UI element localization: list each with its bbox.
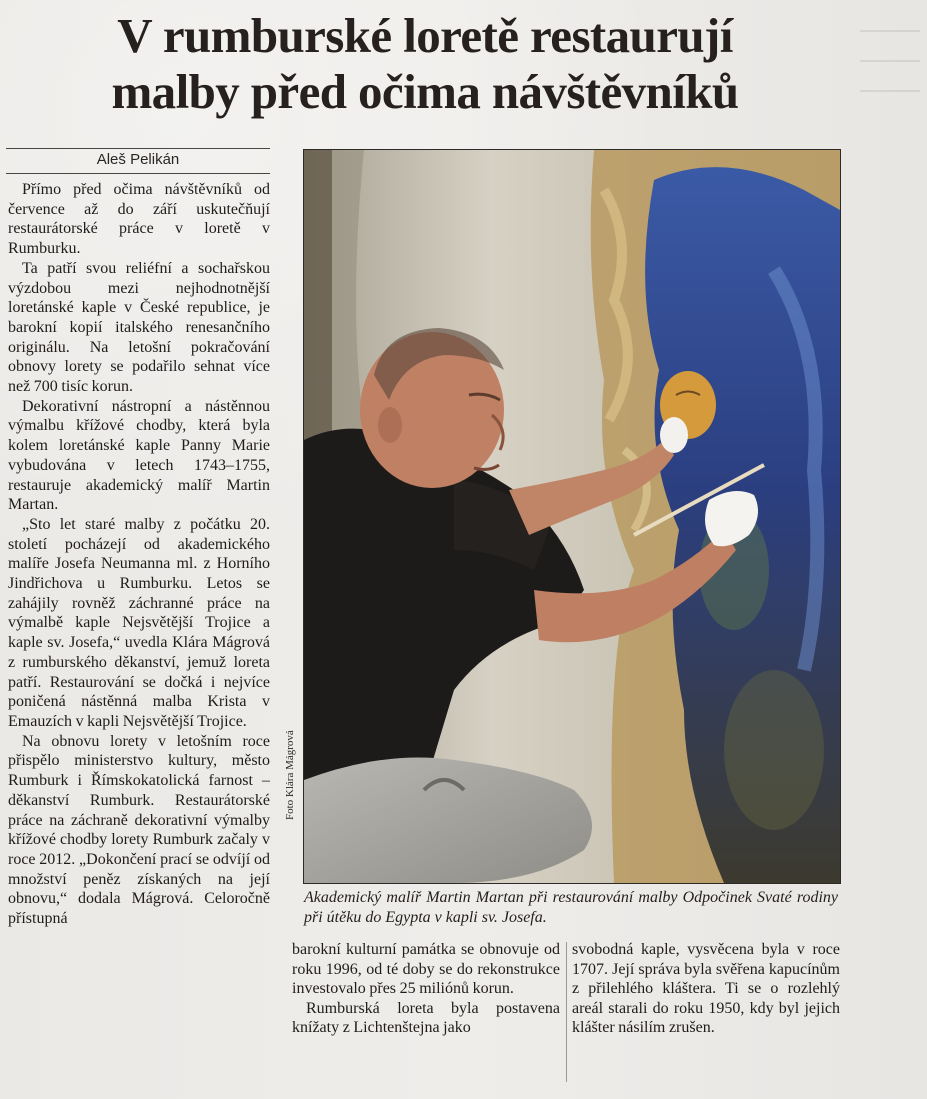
column-paragraph: barokní kulturní památka se obnovuje od roku 1996, od té doby se do rekonstrukce investovalo přes 25 miliónů korun. bbox=[292, 941, 560, 998]
lead-column bbox=[8, 180, 270, 1070]
lead-paragraph: Přímo před očima návštěvníků od července až do září uskutečňují restaurátorské práce v loretě v Rumburku. bbox=[8, 181, 270, 258]
headline-line-1: V rumburské loretě restaurují bbox=[117, 8, 733, 63]
column-divider bbox=[566, 942, 567, 1082]
lead-paragraph: Ta patří svou reliéfní a sochařskou výzdobou mezi nejhodnotnější loretánské kaple v České republice, je barokní kopií italského renesančního originálu. Na letošní pokračování obnovy lorety se podařilo sehnat více než 700 tisíc korun. bbox=[8, 259, 270, 396]
bleed-through-rule bbox=[860, 60, 920, 62]
restorer-photo-illustration bbox=[304, 150, 840, 883]
bleed-through-rule bbox=[860, 90, 920, 92]
photo-credit: Foto Klára Mágrová bbox=[284, 730, 296, 820]
byline: Aleš Pelikán bbox=[96, 151, 180, 168]
continuation-column-b bbox=[572, 940, 840, 1090]
lead-paragraph: „Sto let staré malby z počátku 20. století pocházejí od akademického malíře Josefa Neumanna ml. z Horního Jindřichova u Rumburku. Letos se zahájily rovněž záchranné práce na výmalbě kaple Nejsvětější Trojice a kaple sv. Josefa,“ uvedla Klára Mágrová z rumburského děkanství, jemuž loreta patří. Restaurování se dočká i nejvíce poničená nástěnná malba Krista v Emauzích v kapli Nejsvětější Trojice. bbox=[8, 515, 270, 730]
fresco-dark-patch bbox=[724, 670, 824, 830]
article-photo bbox=[303, 149, 841, 884]
photo-caption: Akademický malíř Martin Martan při restaurování malby Odpočinek Svaté rodiny při útěku do Egypta v kapli sv. Josefa. bbox=[304, 889, 838, 926]
bleed-through-rule bbox=[860, 30, 920, 32]
byline-rule-top bbox=[6, 148, 270, 149]
lead-paragraph: Dekorativní nástropní a nástěnnou výmalbu křížové chodby, která byla kolem loretánské kaple Panny Marie vybudována v letech 1743–1755, restauruje akademický malíř Martin Martan. bbox=[8, 397, 270, 514]
byline-rule-bottom bbox=[6, 173, 270, 174]
column-paragraph: Rumburská loreta byla postavena knížaty z Lichtenštejna jako bbox=[292, 999, 560, 1037]
left-glove bbox=[660, 417, 688, 453]
article-headline bbox=[20, 8, 830, 120]
continuation-column-a bbox=[292, 940, 560, 1090]
man-ear bbox=[378, 407, 402, 443]
column-paragraph: svobodná kaple, vysvěcena byla v roce 1707. Její správa byla svěřena kapucínům z přilehlého kláštera. Ti se o rozlehlý areál starali do roku 1950, kdy byl jejich klášter násilím zrušen. bbox=[572, 941, 840, 1037]
lead-paragraph: Na obnovu lorety v letošním roce přispělo ministerstvo kultury, město Rumburk i Římskokatolická farnost – děkanství Rumburk. Restaurátorské práce na záchraně dekorativní výmalby křížové chodby lorety Rumburk začaly v roce 2012. „Dokončení prací se odvíjí od množství peněz získaných na její obnovu,“ dodala Mágrová. Celoročně přístupná bbox=[8, 732, 270, 928]
headline-line-2: malby před očima návštěvníků bbox=[111, 64, 739, 119]
